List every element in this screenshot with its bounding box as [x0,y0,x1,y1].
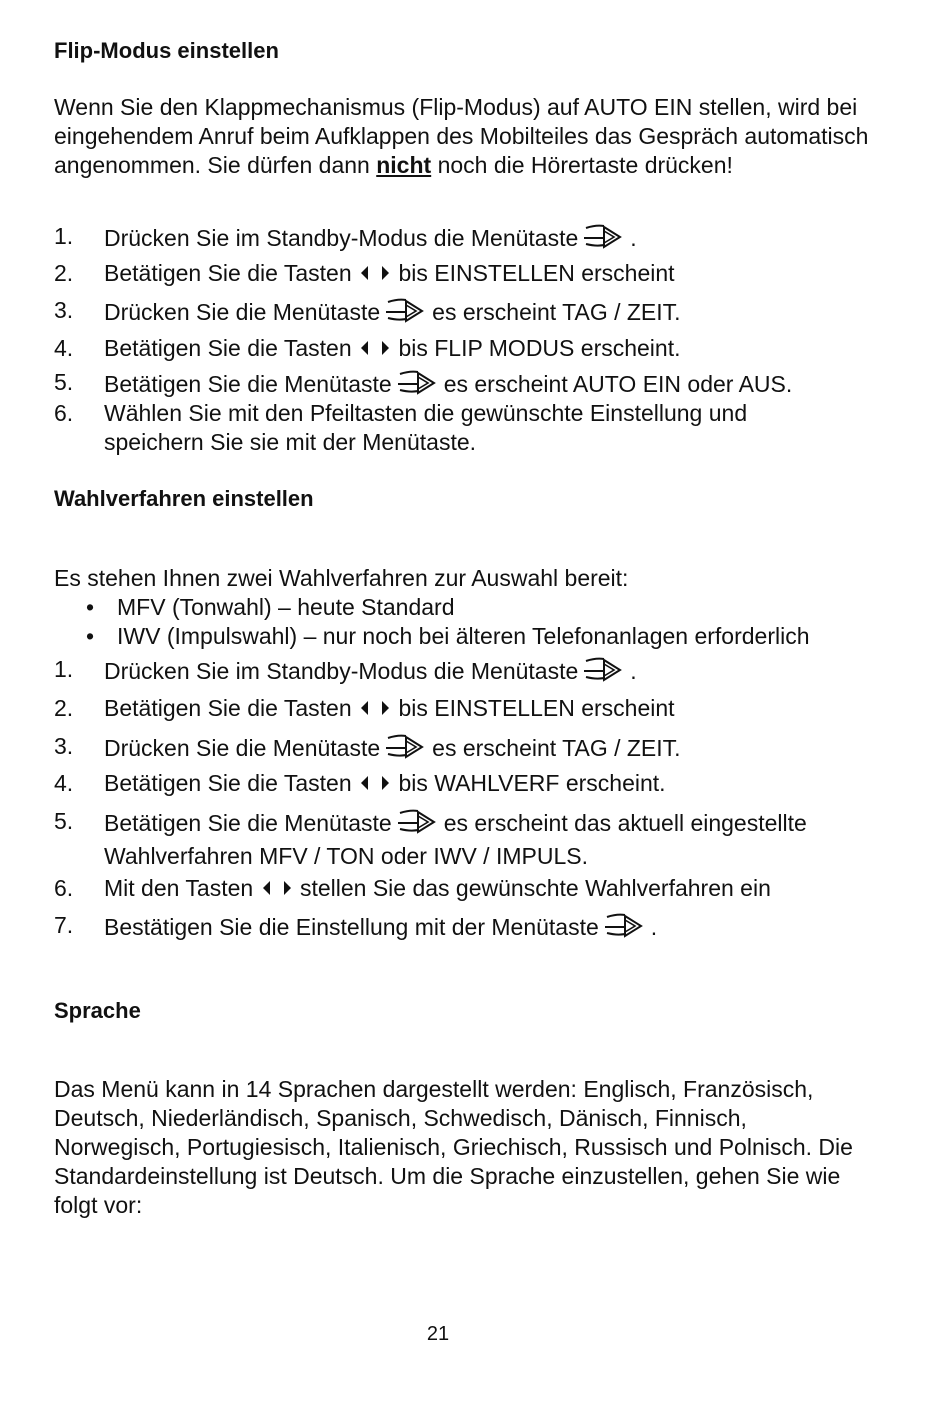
bullet-icon: • [86,623,95,649]
step-text: Drücken Sie im Standby-Modus die Menütaste [104,225,579,251]
step-text: Betätigen Sie die Menütaste [104,810,392,836]
step-number: 5. [54,369,74,395]
step-text-end: . [630,225,637,251]
step-number: 2. [54,260,74,286]
menu-key-icon [603,911,647,939]
section-heading-flip-mode: Flip-Modus einstellen [54,38,279,63]
bullet-text: MFV (Tonwahl) – heute Standard [117,594,455,620]
step-text-end: . [630,658,637,684]
menu-key-icon [384,732,428,760]
step-text: Betätigen Sie die Tasten [104,695,352,721]
step-text-end: stellen Sie das gewünschte Wahlverfahren ein [299,875,771,901]
flip-intro-text-b: noch die Hörertaste drücken! [431,152,733,178]
step-text-end: bis EINSTELLEN erscheint [398,260,675,286]
menu-key-icon [396,807,440,835]
step-number: 6. [54,400,74,426]
step-text-end: es erscheint das aktuell eingestellte [443,810,807,836]
left-right-arrow-keys-icon [358,773,392,793]
dial-mode-intro: Es stehen Ihnen zwei Wahlverfahren zur Auswahl bereit: [54,565,629,591]
section-heading-language: Sprache [54,998,141,1023]
step-number: 3. [54,733,74,759]
step-number: 3. [54,297,74,323]
step-text-end: es erscheint AUTO EIN oder AUS. [443,371,793,397]
step-number: 5. [54,808,74,834]
step-text: Mit den Tasten [104,875,254,901]
step-number: 4. [54,335,74,361]
step-text-end: es erscheint TAG / ZEIT. [432,299,681,325]
menu-key-icon [582,222,626,250]
menu-key-icon [582,655,626,683]
left-right-arrow-keys-icon [358,263,392,283]
menu-key-icon [384,296,428,324]
step-number: 1. [54,656,74,682]
step-text: Betätigen Sie die Menütaste [104,371,392,397]
step-text-end: bis FLIP MODUS erscheint. [398,335,681,361]
step-text: Bestätigen Sie die Einstellung mit der Menütaste [104,914,599,940]
step-number: 2. [54,695,74,721]
step-number: 4. [54,770,74,796]
step-number: 6. [54,875,74,901]
language-paragraph: Das Menü kann in 14 Sprachen dargestellt werden: Englisch, Französisch, Deutsch, Niederländisch, Spanisch, Schwedisch, Dänisch, Finnisch, Norwegisch, Portugiesisch, Italienisch, Griechisch, Russisch und Polnisch. Die Standardeinstellung ist Deutsch. Um die Sprache einzustellen, gehen Sie wie folgt vor: [54,1076,853,1218]
step-text: Betätigen Sie die Tasten [104,260,352,286]
step-text: Drücken Sie die Menütaste [104,735,381,761]
flip-mode-intro [54,93,884,180]
step-text-end: bis WAHLVERF erscheint. [398,770,666,796]
step-text: Betätigen Sie die Tasten [104,335,352,361]
flip-intro-text-a: Wenn Sie den Klappmechanismus (Flip-Modus) auf AUTO EIN stellen, wird bei eingehendem Anruf beim Aufklappen des Mobilteiles das Gespräch automatisch angenommen. Sie dürfen dann [54,94,869,178]
step-text: Betätigen Sie die Tasten [104,770,352,796]
step-number: 1. [54,223,74,249]
step-text-end: es erscheint TAG / ZEIT. [432,735,681,761]
step-text: Drücken Sie im Standby-Modus die Menütaste [104,658,579,684]
step-text-line2: speichern Sie sie mit der Menütaste. [104,429,477,455]
section-heading-dial-mode: Wahlverfahren einstellen [54,486,314,511]
step-text-line2: Wahlverfahren MFV / TON oder IWV / IMPULS. [104,843,588,869]
bullet-text: IWV (Impulswahl) – nur noch bei älteren Telefonanlagen erforderlich [117,623,810,649]
menu-key-icon [396,368,440,396]
left-right-arrow-keys-icon [358,698,392,718]
flip-intro-emphasis: nicht [376,152,432,178]
left-right-arrow-keys-icon [260,878,294,898]
left-right-arrow-keys-icon [358,338,392,358]
bullet-icon: • [86,594,95,620]
page-number: 21 [426,1323,450,1345]
step-text: Wählen Sie mit den Pfeiltasten die gewünschte Einstellung und [104,400,748,426]
step-text-end: bis EINSTELLEN erscheint [398,695,675,721]
step-number: 7. [54,912,74,938]
step-text-end: . [650,914,658,940]
step-text: Drücken Sie die Menütaste [104,299,381,325]
